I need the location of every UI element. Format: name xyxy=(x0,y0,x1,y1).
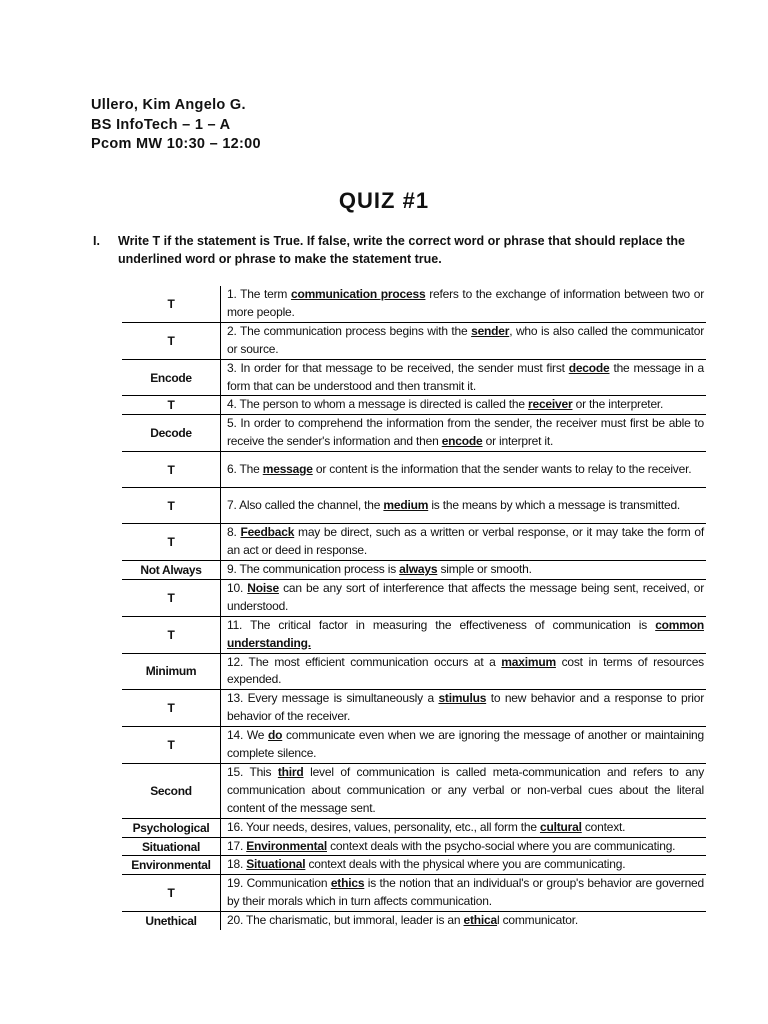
question-cell xyxy=(221,856,707,875)
table-row xyxy=(122,286,706,322)
question-number: 8. xyxy=(227,525,237,540)
answer-cell: Environmental xyxy=(122,856,221,875)
question-text: l communicator. xyxy=(496,913,579,928)
question-cell xyxy=(221,322,707,359)
underlined-term: Situational xyxy=(246,857,306,872)
answer-cell: Psychological xyxy=(122,818,221,837)
table-row xyxy=(122,856,706,875)
question-text: In order for that message to be received, the sender must first xyxy=(236,360,569,375)
question-text: context deals with the physical where you are communicating. xyxy=(305,857,626,872)
underlined-term: medium xyxy=(383,497,429,512)
question-cell xyxy=(221,837,707,856)
answer-cell: T xyxy=(122,524,221,561)
question-number: 4. xyxy=(227,397,237,412)
question-cell xyxy=(221,912,707,930)
quiz-table xyxy=(122,286,706,930)
table-row xyxy=(122,359,706,396)
question-text: Also called the channel, the xyxy=(236,497,384,512)
question-number: 15. xyxy=(227,764,244,779)
question-text: is the notion that an individual's or group's behavior are governed by their morals which in turn affects communication. xyxy=(227,876,704,909)
section-number: I. xyxy=(93,234,100,248)
underlined-term: cultural xyxy=(539,819,582,834)
question-number: 12. xyxy=(227,654,244,669)
table-row xyxy=(122,653,706,690)
question-cell xyxy=(221,653,707,690)
answer-cell: T xyxy=(122,875,221,912)
question-text: is the means by which a message is transmitted. xyxy=(428,497,681,512)
question-text: communicate even when we are ignoring the message of another or maintaining complete silence. xyxy=(227,728,704,761)
underlined-term: common understanding. xyxy=(227,617,704,650)
class-schedule: Pcom MW 10:30 – 12:00 xyxy=(91,136,261,152)
table-row xyxy=(122,396,706,415)
underlined-term: encode xyxy=(441,434,483,449)
question-number: 14. xyxy=(227,728,244,743)
underlined-term: do xyxy=(267,728,283,743)
underlined-term: receiver xyxy=(528,397,573,412)
table-row xyxy=(122,875,706,912)
question-number: 7. xyxy=(227,497,237,512)
table-row xyxy=(122,616,706,653)
question-text: refers to the exchange of information between two or more people. xyxy=(227,287,704,319)
question-number: 20. xyxy=(227,913,244,928)
underlined-term: decode xyxy=(568,360,610,375)
question-number: 6. xyxy=(227,461,237,476)
answer-cell: T xyxy=(122,452,221,488)
question-number: 10. xyxy=(227,580,244,595)
question-text: The communication process begins with the xyxy=(236,323,472,338)
question-cell xyxy=(221,763,707,818)
question-text: to new behavior and a response to prior behavior of the receiver. xyxy=(227,691,704,724)
question-number: 16. xyxy=(227,819,244,834)
question-cell xyxy=(221,524,707,561)
question-text: This xyxy=(243,764,278,779)
question-cell xyxy=(221,727,707,764)
answer-cell: Situational xyxy=(122,837,221,856)
answer-cell: T xyxy=(122,579,221,616)
question-cell xyxy=(221,396,707,415)
table-row xyxy=(122,690,706,727)
answer-cell: T xyxy=(122,616,221,653)
question-text: , who is also called the communicator or source. xyxy=(227,323,704,356)
table-row xyxy=(122,818,706,837)
question-cell xyxy=(221,875,707,912)
question-text: context. xyxy=(581,819,626,834)
question-text: or content is the information that the sender wants to relay to the receiver. xyxy=(312,461,692,476)
question-cell xyxy=(221,560,707,579)
answer-cell: T xyxy=(122,690,221,727)
question-text: The term xyxy=(236,287,291,301)
question-cell xyxy=(221,452,707,488)
question-text: simple or smooth. xyxy=(437,561,532,576)
question-text: The critical factor in measuring the effectiveness of communication is xyxy=(242,617,656,632)
question-text: The charismatic, but immoral, leader is an xyxy=(243,913,464,928)
question-cell xyxy=(221,690,707,727)
question-text: the message in a form that can be understood and then transmit it. xyxy=(227,360,704,393)
question-cell xyxy=(221,415,707,452)
answer-cell: Not Always xyxy=(122,560,221,579)
question-number: 11. xyxy=(227,617,243,632)
question-cell xyxy=(221,818,707,837)
table-row xyxy=(122,912,706,930)
question-number: 5. xyxy=(227,416,237,431)
question-cell xyxy=(221,286,707,322)
question-text: The person to whom a message is directed is called the xyxy=(236,397,529,412)
answer-cell: Unethical xyxy=(122,912,221,930)
answer-cell: Second xyxy=(122,763,221,818)
instructions xyxy=(93,232,685,268)
answer-cell: T xyxy=(122,727,221,764)
table-row xyxy=(122,579,706,616)
question-text: We xyxy=(243,728,268,743)
question-text: level of communication is called meta-communication and refers to any communication about communication or any verbal or non-verbal cues about the literal content of the message sent. xyxy=(227,764,704,815)
underlined-term: sender xyxy=(471,323,510,338)
question-text: The most efficient communication occurs at a xyxy=(243,654,502,669)
answer-cell: T xyxy=(122,286,221,322)
answer-cell: Encode xyxy=(122,359,221,396)
student-course: BS InfoTech – 1 – A xyxy=(91,116,231,133)
instructions-text: Write T if the statement is True. If false, write the correct word or phrase that should replace the underlined word or phrase to make the statement true. xyxy=(118,234,685,266)
table-row xyxy=(122,322,706,359)
question-text: may be direct, such as a written or verbal response, or it may take the form of an act or deed in response. xyxy=(227,525,704,558)
table-row xyxy=(122,415,706,452)
underlined-term: maximum xyxy=(501,654,556,669)
answer-cell: Minimum xyxy=(122,653,221,690)
answer-cell: T xyxy=(122,322,221,359)
underlined-term: ethics xyxy=(330,876,365,891)
underlined-term: third xyxy=(277,764,304,779)
student-name: Ullero, Kim Angelo G. xyxy=(91,97,246,113)
question-text: Communication xyxy=(243,876,331,891)
question-text: can be any sort of interference that affects the message being sent, received, or understood. xyxy=(227,580,704,613)
question-text: Every message is simultaneously a xyxy=(243,691,439,706)
table-row xyxy=(122,560,706,579)
table-row xyxy=(122,488,706,524)
question-text: The communication process is xyxy=(236,561,400,576)
question-text: cost in terms of resources expended. xyxy=(227,654,704,687)
question-text: or the interpreter. xyxy=(572,397,664,412)
student-info xyxy=(91,96,261,155)
underlined-term: stimulus xyxy=(438,691,487,706)
table-row xyxy=(122,727,706,764)
question-cell xyxy=(221,488,707,524)
table-row xyxy=(122,763,706,818)
question-number: 2. xyxy=(227,323,237,338)
question-number: 13. xyxy=(227,691,244,706)
answer-cell: Decode xyxy=(122,415,221,452)
underlined-term: Feedback xyxy=(240,525,295,540)
underlined-term: Environmental xyxy=(246,838,327,853)
question-number: 18. xyxy=(227,857,244,872)
question-text: context deals with the psycho-social where you are communicating. xyxy=(326,838,676,853)
underlined-term: Noise xyxy=(247,580,279,595)
table-row xyxy=(122,452,706,488)
question-number: 3. xyxy=(227,360,237,375)
question-number: 1. xyxy=(227,287,237,301)
answer-cell: T xyxy=(122,396,221,415)
underlined-term: message xyxy=(262,461,313,476)
table-row xyxy=(122,524,706,561)
question-number: 9. xyxy=(227,561,237,576)
question-text: In order to comprehend the information from the sender, the receiver must first be able to receive the sender's information and then xyxy=(227,416,704,449)
question-number: 17. xyxy=(227,838,244,853)
question-text: or interpret it. xyxy=(482,434,554,449)
underlined-term: communication process xyxy=(290,287,426,301)
question-cell xyxy=(221,579,707,616)
quiz-title: QUIZ #1 xyxy=(338,188,430,213)
answer-cell: T xyxy=(122,488,221,524)
table-row xyxy=(122,837,706,856)
underlined-term: always xyxy=(399,561,438,576)
question-text: Your needs, desires, values, personality, etc., all form the xyxy=(243,819,540,834)
underlined-term: ethica xyxy=(463,913,497,928)
question-text: The xyxy=(236,461,263,476)
question-cell xyxy=(221,616,707,653)
question-number: 19. xyxy=(227,876,244,891)
question-cell xyxy=(221,359,707,396)
